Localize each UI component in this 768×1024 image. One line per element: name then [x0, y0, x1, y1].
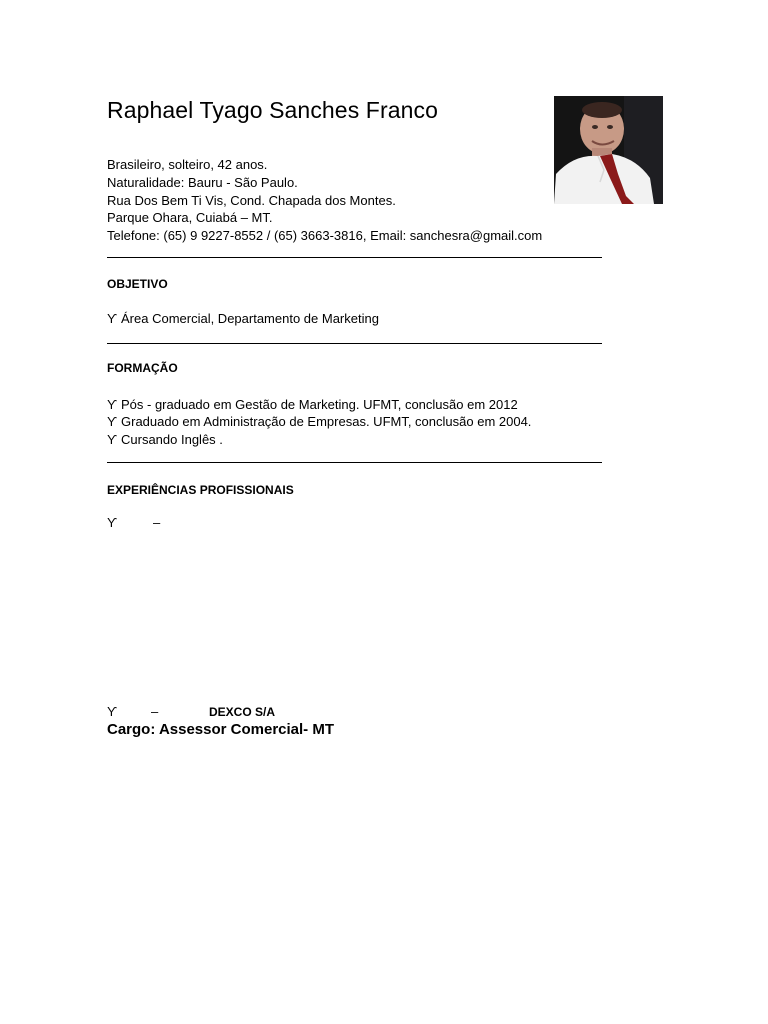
section-divider — [107, 343, 602, 344]
list-item-formacao — [107, 397, 518, 412]
list-item-text: Área Comercial, Departamento de Marketing — [121, 311, 379, 326]
section-divider — [107, 257, 602, 258]
list-item-experiencia — [107, 515, 187, 533]
list-item-formacao — [107, 432, 223, 447]
bullet-icon: ϒ — [107, 397, 118, 412]
section-divider — [107, 462, 602, 463]
info-line-nationality: Brasileiro, solteiro, 42 anos. — [107, 157, 268, 172]
bullet-icon: ϒ — [107, 311, 118, 326]
personal-info — [107, 156, 542, 245]
dash-separator: – — [151, 704, 159, 719]
list-item-text: Cursando Inglês . — [121, 432, 223, 447]
list-item-formacao — [107, 414, 531, 429]
bullet-icon: ϒ — [107, 414, 118, 429]
list-item-text: Pós - graduado em Gestão de Marketing. UFMT, conclusão em 2012 — [121, 397, 518, 412]
job-title: Cargo: Assessor Comercial- MT — [107, 721, 335, 738]
bullet-icon: ϒ — [107, 432, 118, 447]
list-item-text: Graduado em Administração de Empresas. UFMT, conclusão em 2004. — [121, 414, 532, 429]
profile-photo — [554, 96, 663, 204]
info-line-contact: Telefone: (65) 9 9227-8552 / (65) 3663-3816, Email: sanchesra@gmail.com — [107, 228, 543, 244]
dash-separator: – — [153, 515, 161, 530]
bullet-icon: ϒ — [107, 704, 118, 719]
info-line-birthplace: Naturalidade: Bauru - São Paulo. — [107, 174, 298, 190]
bullet-icon: ϒ — [107, 515, 118, 530]
company-name: DEXCO S/A — [209, 705, 276, 719]
section-heading-objetivo: OBJETIVO — [107, 277, 168, 291]
section-heading-experiencias: EXPERIÊNCIAS PROFISSIONAIS — [107, 483, 294, 497]
list-item-objetivo — [107, 311, 379, 326]
info-line-neighborhood: Parque Ohara, Cuiabá – MT. — [107, 210, 273, 226]
info-line-address: Rua Dos Bem Ti Vis, Cond. Chapada dos Montes. — [107, 192, 396, 208]
list-item-experiencia — [107, 704, 187, 722]
section-heading-formacao: FORMAÇÃO — [107, 361, 178, 375]
candidate-name: Raphael Tyago Sanches Franco — [107, 97, 438, 123]
profile-photo-illustration — [554, 96, 663, 204]
